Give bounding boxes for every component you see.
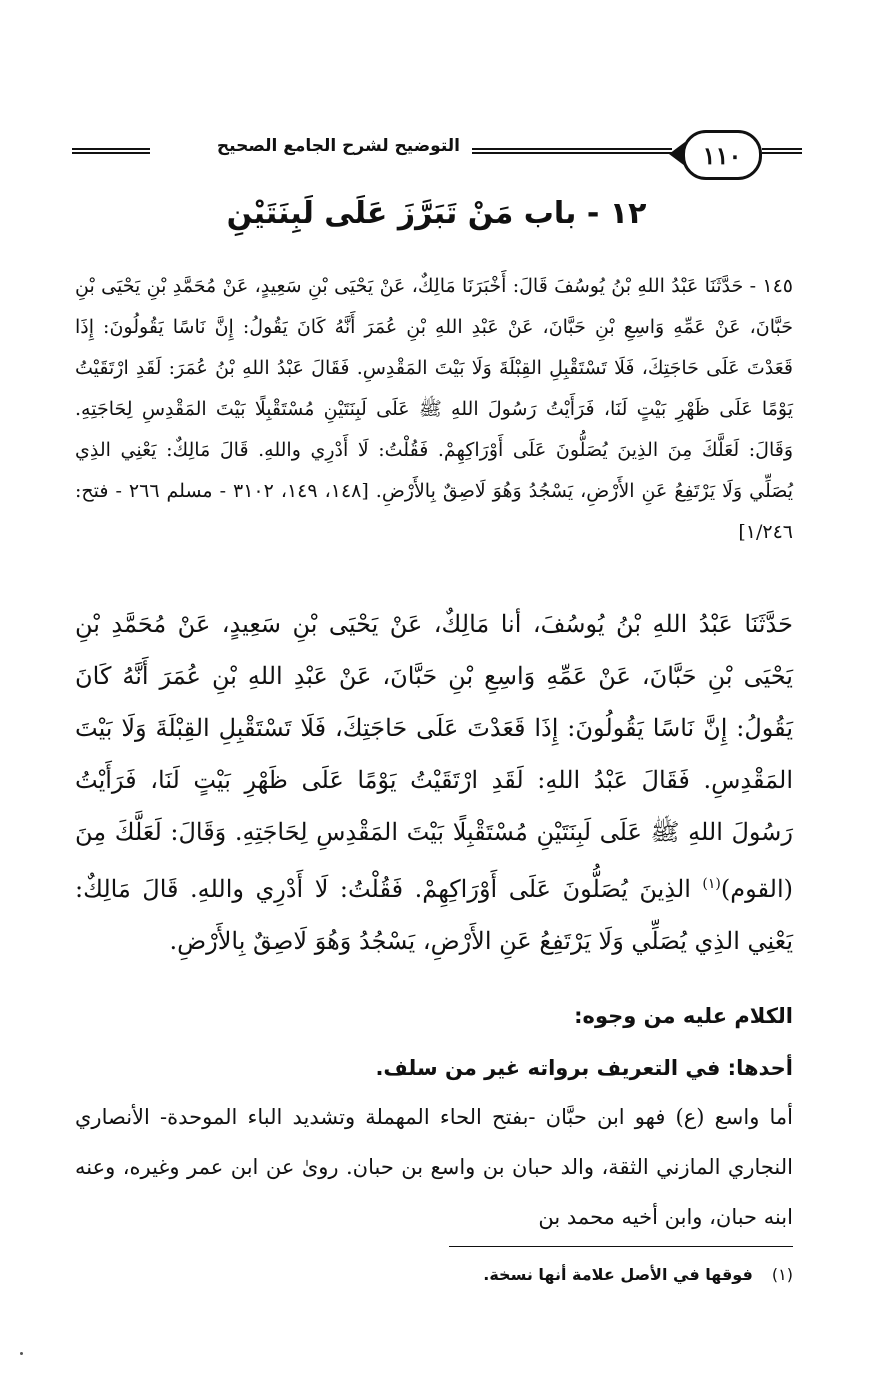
section-headings (75, 990, 793, 1094)
section-first-aspect: أحدها: في التعريف برواته غير من سلف. (375, 1056, 793, 1080)
hadith-body: ١٤٥ - حَدَّثَنَا عَبْدُ اللهِ بْنُ يُوسُفَ قَالَ: أَخْبَرَنَا مَالِكٌ، عَنْ يَحْيَى بْنِ سَعِيدٍ، عَنْ مُحَمَّدِ بْنِ يَحْيَى بْنِ حَبَّانَ، عَنْ عَمِّهِ وَاسِعِ بْنِ حَبَّانَ، عَنْ عَبْدِ اللهِ بْنِ عُمَرَ أَنَّهُ كَانَ يَقُولُ: إِنَّ نَاسًا يَقُولُونَ: إِذَا قَعَدْتَ عَلَى حَاجَتِكَ، فَلَا تَسْتَقْبِلِ القِبْلَةَ وَلَا بَيْتَ المَقْدِسِ. فَقَالَ عَبْدُ اللهِ بْنُ عُمَرَ: لَقَدِ ارْتَقَيْتُ يَوْمًا عَلَى ظَهْرِ بَيْتٍ لَنَا، فَرَأَيْتُ رَسُولَ اللهِ ﷺ عَلَى لَبِنَتَيْنِ مُسْتَقْبِلًا بَيْتَ المَقْدِسِ لِحَاجَتِهِ. وَقَالَ: لَعَلَّكَ مِنَ الذِينَ يُصَلُّونَ عَلَى أَوْرَاكِهِمْ. فَقُلْتُ: لَا أَدْرِي واللهِ. قَالَ مَالِكٌ: يَعْنِي الذِي يُصَلِّي وَلَا يَرْتَفِعُ عَنِ الأَرْضِ، يَسْجُدُ وَهُوَ لَاصِقٌ بِالأَرْضِ. (75, 275, 794, 502)
commentary-paragraph (75, 598, 793, 967)
page-number: ١١٠ (682, 130, 762, 180)
footnote-marker: (١) (771, 1265, 793, 1284)
chapter-heading: ١٢ - باب مَنْ تَبَرَّزَ عَلَى لَبِنَتَيْنِ (226, 196, 647, 231)
running-header (72, 124, 802, 184)
header-rule-middle (472, 148, 672, 154)
commentary-text-part2: الذِينَ يُصَلُّونَ عَلَى أَوْرَاكِهِمْ. فَقُلْتُ: لَا أَدْرِي واللهِ. قَالَ مَالِكٌ: يَعْنِي الذِي يُصَلِّي وَلَا يَرْتَفِعُ عَنِ الأَرْضِ، يَسْجُدُ وَهُوَ لَاصِقٌ بِالأَرْضِ. (75, 875, 793, 955)
section-intro: الكلام عليه من وجوه: (574, 1004, 793, 1028)
header-rule-right (762, 148, 802, 154)
hadith-references: [١٤٨، ١٤٩، ٣١٠٢ - مسلم ٢٦٦ - فتح: ١/٢٤٦] (75, 480, 793, 543)
book-title: التوضيح لشرح الجامع الصحيح (216, 136, 460, 156)
scan-speck (20, 1352, 23, 1355)
footnote (75, 1262, 793, 1288)
hadith-text (75, 266, 793, 553)
footnote-divider (449, 1246, 793, 1247)
footnote-text: فوقها في الأصل علامة أنها نسخة. (483, 1265, 753, 1284)
commentary-hadith (75, 598, 793, 967)
footnote-reference: (١) (702, 876, 721, 892)
header-rule-left (72, 148, 150, 154)
narrator-explanation: أما واسع (ع) فهو ابن حبَّان -بفتح الحاء المهملة وتشديد الباء الموحدة- الأنصاري النجاري المازني الثقة، والد حبان بن واسع بن حبان. روىٰ عن ابن عمر وغيره، وعنه ابنه حبان، وابن أخيه محمد بن (75, 1105, 793, 1229)
commentary-text-part1: حَدَّثَنَا عَبْدُ اللهِ بْنُ يُوسُفَ، أنا مَالِكٌ، عَنْ يَحْيَى بْنِ سَعِيدٍ، عَنْ مُحَمَّدِ بْنِ يَحْيَى بْنِ حَبَّانَ، عَنْ عَمِّهِ وَاسِعِ بْنِ حَبَّانَ، عَنْ عَبْدِ اللهِ بْنِ عُمَرَ أَنَّهُ كَانَ يَقُولُ: إِنَّ نَاسًا يَقُولُونَ: إِذَا قَعَدْتَ عَلَى حَاجَتِكَ، فَلَا تَسْتَقْبِلِ القِبْلَةَ وَلَا بَيْتَ المَقْدِسِ. فَقَالَ عَبْدُ اللهِ: لَقَدِ ارْتَقَيْتُ يَوْمًا عَلَى ظَهْرِ بَيْتٍ لَنَا، فَرَأَيْتُ رَسُولَ اللهِ ﷺ عَلَى لَبِنَتَيْنِ مُسْتَقْبِلًا بَيْتَ المَقْدِسِ لِحَاجَتِهِ. وَقَالَ: لَعَلَّكَ مِنَ (القوم) (75, 610, 793, 903)
